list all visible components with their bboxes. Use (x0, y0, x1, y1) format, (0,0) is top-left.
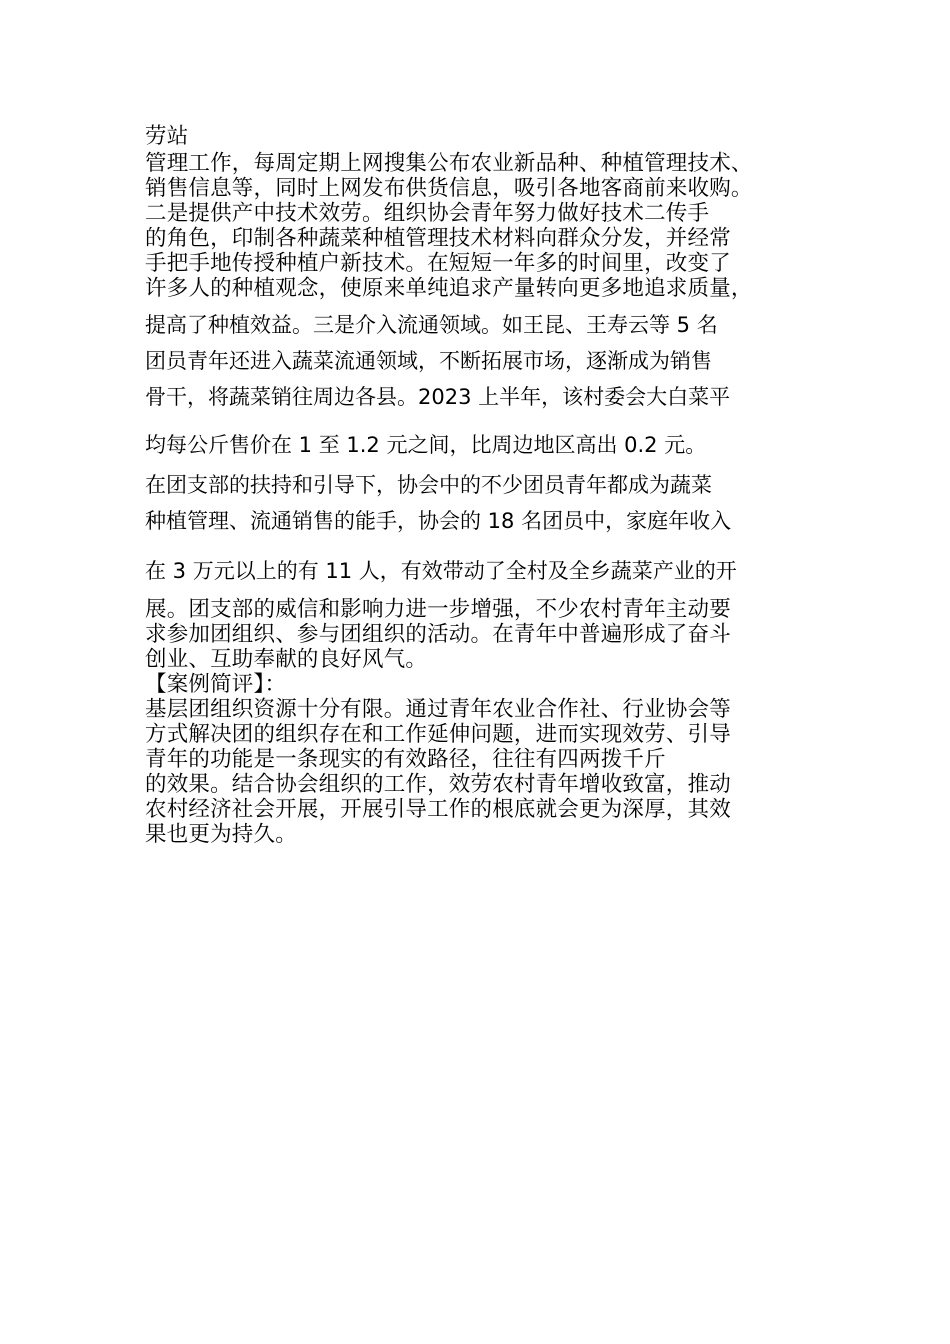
text-line: 劳站 (145, 124, 189, 149)
text-line: 方式解决团的组织存在和工作延伸问题，进而实现效劳、引导 (145, 722, 731, 747)
text-line: 管理工作，每周定期上网搜集公布农业新品种、种植管理技术、 (145, 151, 753, 176)
text-line: 手把手地传授种植户新技术。在短短一年多的时间里，改变了 (145, 251, 731, 276)
text-line: 果也更为持久。 (145, 822, 297, 847)
text-line: 团员青年还进入蔬菜流通领域，不断拓展市场，逐渐成为销售 (145, 349, 712, 373)
text-line: 种植管理、流通销售的能手，协会的 18 名团员中，家庭年收入 (145, 509, 732, 533)
text-line: 基层团组织资源十分有限。通过青年农业合作社、行业协会等 (145, 697, 731, 722)
text-line: 二是提供产中技术效劳。组织协会青年努力做好技术二传手 (145, 201, 710, 226)
text-line: 均每公斤售价在 1 至 1.2 元之间，比周边地区高出 0.2 元。 (145, 433, 707, 457)
text-line: 农村经济社会开展，开展引导工作的根底就会更为深厚，其效 (145, 797, 731, 822)
text-line: 创业、互助奉献的良好风气。 (145, 647, 428, 672)
text-line: 许多人的种植观念，使原来单纯追求产量转向更多地追求质量， (145, 276, 753, 301)
text-line: 青年的功能是一条现实的有效路径，往往有四两拨千斤 (145, 747, 666, 772)
text-line: 在团支部的扶持和引导下，协会中的不少团员青年都成为蔬菜 (145, 473, 712, 497)
text-line: 销售信息等，同时上网发布供货信息，吸引各地客商前来收购。 (145, 176, 753, 201)
text-line: 的角色，印制各种蔬菜种植管理技术材料向群众分发，并经常 (145, 226, 731, 251)
text-line: 展。团支部的威信和影响力进一步增强，不少农村青年主动要 (145, 597, 731, 622)
text-line: 的效果。结合协会组织的工作，效劳农村青年增收致富，推动 (145, 772, 731, 797)
section-heading: 【案例简评】： (145, 672, 287, 697)
text-line: 骨干，将蔬菜销往周边各县。2023 上半年，该村委会大白菜平 (145, 385, 731, 409)
text-line: 求参加团组织、参与团组织的活动。在青年中普遍形成了奋斗 (145, 622, 731, 647)
text-line: 在 3 万元以上的有 11 人，有效带动了全村及全乡蔬菜产业的开 (145, 559, 737, 583)
text-line: 提高了种植效益。三是介入流通领域。如王昆、王寿云等 5 名 (145, 313, 718, 337)
